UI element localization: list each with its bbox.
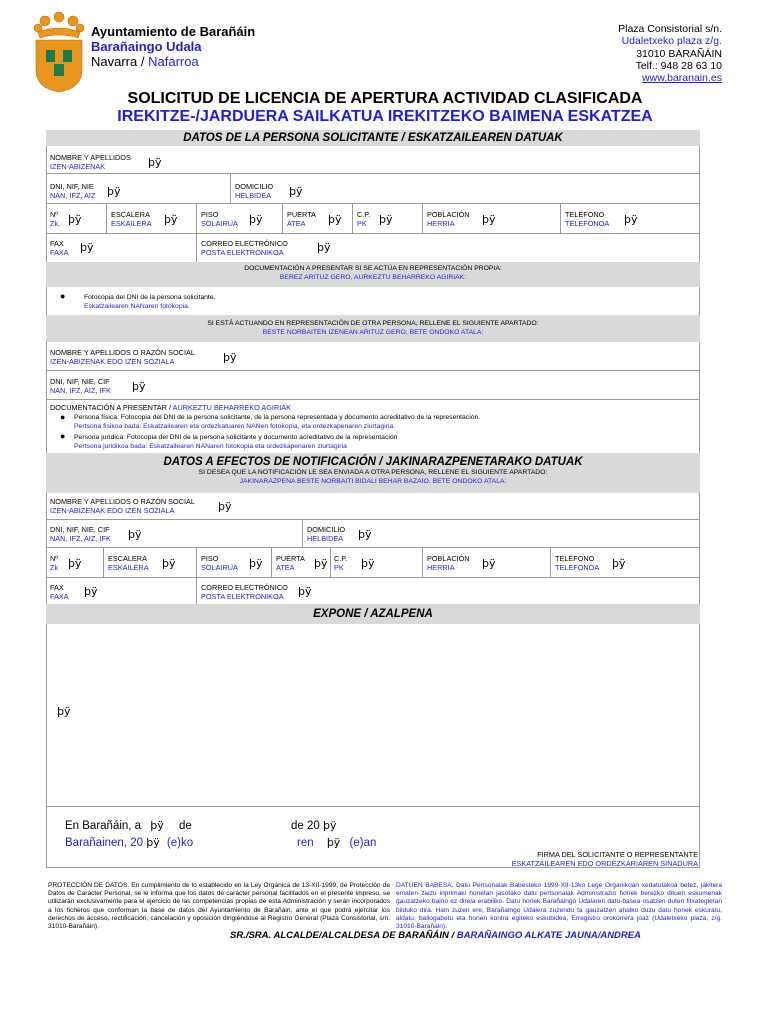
rep-doc-fisica [74, 414, 480, 431]
label-notif-escalera-es: ESCALERA [108, 554, 147, 563]
signature-caption-eu: ESKATZAILEAREN EDO ORDEZKARIAREN SINADURA [511, 859, 698, 868]
label-cp-eu: PK [357, 219, 367, 228]
addressee-es: SR./SRA. ALCALDE/ALCALDESA DE BARAÑÁIN [230, 930, 449, 941]
sign-year-field[interactable]: þÿ [322, 819, 337, 832]
label-dni-eu: NAN, IFZ, AIZ [50, 191, 96, 200]
label-telefono-es: TELÉFONO [565, 210, 605, 219]
bullet-icon: ● [60, 412, 66, 422]
applicant-address-field[interactable]: þÿ [289, 185, 303, 198]
label-domicilio [235, 182, 273, 200]
sign-de: de [179, 820, 192, 832]
applicant-town-field[interactable]: þÿ [482, 213, 496, 226]
org-name-es: Ayuntamiento de Barañáin [91, 24, 256, 39]
label-poblacion-eu: HERRIA [427, 219, 455, 228]
label-poblacion-es: POBLACIÓN [427, 210, 470, 219]
notif-town-field[interactable]: þÿ [482, 557, 496, 570]
signature-caption [512, 850, 698, 868]
sign-place-eu: Barañainen, 20 [65, 837, 144, 849]
sign-line-es [65, 819, 192, 832]
applicant-postcode-field[interactable]: þÿ [379, 213, 393, 226]
label-notif-email-eu: POSTA ELEKTRONIKOA [201, 592, 284, 601]
addressee [230, 930, 641, 941]
label-puerta [287, 210, 316, 228]
label-notif-name-es: NOMBRE Y APELLIDOS O RAZÓN SOCIAL [50, 497, 195, 506]
section-notification-title: DATOS A EFECTOS DE NOTIFICACIÓN / JAKINARAZPENETARAKO DATUAK [163, 456, 583, 468]
label-puerta-eu: ATEA [287, 219, 306, 228]
notif-email-field[interactable]: þÿ [298, 585, 312, 598]
label-notif-fax-es: FAX [50, 583, 64, 592]
sign-month-eu [297, 836, 376, 849]
rep-doc-juridica-es: Persona jurídica: Fotocopia del DNI de la persona solicitante y documento acreditativo de la representación [74, 434, 398, 441]
label-notif-telefono [555, 554, 599, 572]
label-rep-dni [50, 377, 111, 395]
label-rep-dni-eu: NAN, IFZ, AIZ, IFK [50, 386, 111, 395]
region-line [91, 54, 199, 69]
phone: Telf.: 948 28 63 10 [635, 59, 722, 72]
rep-doc-fisica-eu: Pertsona fisikoa bada: Eskatzailearen eta ordezkatuaren NANen fotokopia, eta ordezkapenaren ziurtagiria. [74, 422, 396, 430]
label-piso-es: PISO [201, 210, 219, 219]
label-piso-eu: SOLAIRUA [201, 219, 238, 228]
section-expone-title: EXPONE / AZALPENA [313, 608, 433, 620]
label-notif-dni [50, 525, 111, 543]
label-name-eu: IZEN-ABIZENAK [50, 162, 106, 171]
label-fax-es: FAX [50, 239, 64, 248]
addressee-eu: BARAÑAINGO ALKATE JAUNA/ANDREA [456, 930, 641, 941]
label-notif-fax-eu: FAXA [50, 592, 69, 601]
applicant-floor-field[interactable]: þÿ [249, 213, 263, 226]
label-notif-domicilio-es: DOMICILIO [307, 525, 346, 534]
label-notif-poblacion [427, 554, 470, 572]
label-notif-dni-es: DNI, NIF, NIE, CIF [50, 525, 110, 534]
label-notif-piso-eu: SOLAIRUA [201, 563, 238, 572]
notif-phone-field[interactable]: þÿ [612, 557, 626, 570]
label-fax-eu: FAXA [50, 248, 69, 257]
label-notif-telefono-eu: TELEFONOA [555, 563, 600, 572]
page-title-eu: IREKITZE-/JARDUERA SAILKATUA IREKITZEKO BAIMENA ESKATZEA [117, 108, 653, 125]
sign-place-es: En Barañáin, a [65, 820, 142, 832]
label-dni-es: DNI, NIF, NIE [50, 182, 94, 191]
label-notif-piso [201, 554, 238, 572]
label-email-eu: POSTA ELEKTRONIKOA [201, 248, 284, 257]
label-notif-fax [50, 583, 69, 601]
label-numero [50, 210, 60, 228]
rep-dni-field[interactable]: þÿ [132, 380, 146, 393]
applicant-dni-field[interactable]: þÿ [107, 185, 121, 198]
label-notif-escalera-eu: ESKAILERA [108, 563, 149, 572]
rep-doc-juridica [74, 434, 397, 451]
doc-own-item-es: Fotocopia del DNI de la persona solicitante. [84, 294, 216, 301]
signature-caption-es: FIRMA DEL SOLICITANTE O REPRESENTANTE [537, 850, 698, 859]
notif-door-field[interactable]: þÿ [314, 557, 328, 570]
notif-dni-field[interactable]: þÿ [128, 528, 142, 541]
label-domicilio-eu: HELBIDEA [235, 191, 272, 200]
address-eu: Udaletxeko plaza z/g. [621, 35, 722, 48]
doc-own-item-eu: Eskatzailearen NANaren fotokopia. [84, 302, 190, 310]
sign-year-es [291, 819, 336, 832]
label-cp [357, 210, 370, 228]
label-fax [50, 239, 69, 257]
label-domicilio-es: DOMICILIO [235, 182, 274, 191]
address-block [618, 23, 722, 84]
representative-banner [46, 315, 700, 342]
rep-doc-title-eu: AURKEZTU BEHARREKO AGIRIAK [172, 403, 291, 412]
sign-eko: (e)ko [166, 837, 194, 849]
label-rep-dni-es: DNI, NIF, NIE, CIF [50, 377, 110, 386]
label-notif-domicilio [307, 525, 345, 543]
region-eu: Nafarroa [148, 54, 199, 69]
region-es: Navarra [91, 54, 138, 69]
sign-de20: de 20 [291, 820, 320, 832]
label-dni [50, 182, 95, 200]
section-notification-header [46, 453, 700, 493]
label-notif-telefono-es: TELÉFONO [555, 554, 595, 563]
label-escalera-es: ESCALERA [111, 210, 150, 219]
label-cp-es: C.P. [357, 210, 371, 219]
applicant-stair-field[interactable]: þÿ [164, 213, 178, 226]
doc-own-es: DOCUMENTACIÓN A PRESENTAR SI SE ACTÚA EN REPRESENTACIÓN PROPIA: [244, 265, 502, 272]
label-notif-numero [50, 554, 58, 572]
label-numero-es: Nº [50, 210, 58, 219]
rep-doc-title-es: DOCUMENTACIÓN A PRESENTAR [50, 403, 167, 412]
expone-textarea[interactable]: þÿ [57, 705, 71, 718]
applicant-name-field[interactable]: þÿ [148, 156, 162, 169]
label-rep-name-eu: IZEN-ABIZENAK EDO IZEN SOZIALA [50, 357, 175, 366]
region-sep: / [140, 54, 145, 69]
section-expone-header [46, 604, 700, 624]
label-notif-numero-es: Nº [50, 554, 58, 563]
rep-doc-fisica-es: Persona física: Fotocopia del DNI de la persona solicitante, de la persona representada y documento acreditativo de la representación. [74, 414, 481, 421]
notif-name-field[interactable]: þÿ [218, 500, 232, 513]
privacy-es: PROTECCIÓN DE DATOS. En cumplimiento de lo establecido en la Ley Orgánica de 13-XII-1999, de Protección de Datos de Carácter Personal, se le informa que los datos de carácter personal facilitados en el presente impreso, se utilizarán exclusivamente para el ejercicio de las competencias propias de esta Administración y serán incorporados a los ficheros que conforman la base de datos del Ayuntamiento de Barañáin, ante el que podrá ejercitar los derechos de acceso, rectificación, cancelación y oposición dirigiéndose al Registro General (Plaza Consistorial, s/n. 31010-Barañáin). [48, 882, 390, 931]
label-numero-eu: Zk. [50, 219, 61, 228]
label-notif-puerta-eu: ATEA [276, 563, 295, 572]
applicant-door-field[interactable]: þÿ [328, 213, 342, 226]
applicant-email-field[interactable]: þÿ [317, 241, 331, 254]
label-notif-domicilio-eu: HELBIDEA [307, 534, 344, 543]
notif-number-field[interactable]: þÿ [68, 557, 82, 570]
label-telefono-eu: TELEFONOA [565, 219, 610, 228]
label-puerta-es: PUERTA [287, 210, 316, 219]
notif-stair-field[interactable]: þÿ [162, 557, 176, 570]
sign-month-eu-field[interactable]: þÿ [326, 836, 341, 849]
label-piso [201, 210, 238, 228]
section-applicant-header [46, 130, 700, 146]
label-notif-cp-es: C.P. [334, 554, 348, 563]
doc-own-item [84, 294, 215, 311]
notif-floor-field[interactable]: þÿ [249, 557, 263, 570]
label-notif-name-eu: IZEN-ABIZENAK EDO IZEN SOZIALA [50, 506, 175, 515]
page-title-es: SOLICITUD DE LICENCIA DE APERTURA ACTIVIDAD CLASIFICADA [127, 90, 643, 107]
municipal-crest [30, 12, 88, 94]
sign-line-eu [65, 836, 193, 849]
label-email [201, 239, 288, 257]
notif-fax-field[interactable]: þÿ [84, 585, 98, 598]
label-notif-name [50, 497, 195, 515]
label-notif-poblacion-eu: HERRIA [427, 563, 455, 572]
label-notif-email-es: CORREO ELECTRÓNICO [201, 583, 288, 592]
address-es: Plaza Consistorial s/n. [618, 23, 722, 35]
applicant-fax-field[interactable]: þÿ [80, 241, 94, 254]
label-poblacion [427, 210, 470, 228]
applicant-number-field[interactable]: þÿ [68, 213, 82, 226]
sign-ren: ren [297, 837, 314, 849]
label-rep-name [50, 348, 195, 366]
label-notif-poblacion-es: POBLACIÓN [427, 554, 470, 563]
label-notif-cp [334, 554, 347, 572]
label-rep-name-es: NOMBRE Y APELLIDOS O RAZÓN SOCIAL [50, 348, 195, 357]
representative-banner-es: SI ESTÁ ACTUANDO EN REPRESENTACIÓN DE OTRA PERSONA, RELLENE EL SIGUIENTE APARTADO: [207, 320, 539, 327]
label-notif-numero-eu: Zk [50, 563, 59, 572]
label-notif-cp-eu: PK [334, 563, 344, 572]
section-applicant-title: DATOS DE LA PERSONA SOLICITANTE / ESKATZAILEAREN DATUAK [183, 132, 563, 144]
rep-doc-title-sep: / [168, 403, 171, 412]
label-email-es: CORREO ELECTRÓNICO [201, 239, 288, 248]
label-escalera [111, 210, 152, 228]
notification-sub-es: SI DESEA QUE LA NOTIFICACIÓN LE SEA ENVIADA A OTRA PERSONA, RELLENE EL SIGUIENTE APARTADO: [198, 469, 548, 476]
label-name [50, 153, 131, 171]
sign-day-field[interactable]: þÿ [150, 819, 164, 832]
addressee-sep: / [451, 930, 455, 941]
representative-banner-eu: BESTE NORBAITEN IZENEAN ARITUZ GERO, BETE ONDOKO ATALA: [262, 328, 484, 336]
website-link[interactable]: www.baranain.es [642, 72, 722, 85]
sign-year-eu-field[interactable]: þÿ [146, 836, 160, 849]
rep-doc-juridica-eu: Pertsona juridikoa bada: Eskatzailearen NANaren fotokopia eta ordezkapenaren ziurtagiria [74, 442, 347, 450]
label-notif-escalera [108, 554, 149, 572]
label-notif-piso-es: PISO [201, 554, 219, 563]
org-name-eu: Barañaingo Udala [91, 39, 202, 54]
doc-own-banner [46, 262, 700, 287]
notif-postcode-field[interactable]: þÿ [361, 557, 375, 570]
label-name-es: NOMBRE Y APELLIDOS [50, 153, 131, 162]
label-notif-dni-eu: NAN, IFZ, AIZ, IFK [50, 534, 111, 543]
rep-name-field[interactable]: þÿ [223, 351, 237, 364]
doc-own-eu: BEREZ ARITUZ GERO, AURKEZTU BEHARREKO AGIRIAK: [279, 273, 467, 281]
privacy-eu: DATUEN BABESA. Datu Pertsonalak Babesteko 1999-XII-13ko Lege Organikoan xedatutakoa betez, jakitera ematen zaizu inprimaki honetan jasotako datu pertsonalak Administrazio honek berezko dituen eskumenak gauzatzeko baino ez direla erabiliko. Datu horiek Barañaingo Udalaren datu-basea osatzen duten fitxategietan bilduko dira. Hain zuzen ere, Barañaingo Udalera zuzendu ta gauzatzen ahalko duzu datu horiek eskuratu, aldatu, baliogabetu eta horien kontra egiteko eskubidea, Erregistro orokorrera joaz (Udaletxeko plaza, z/g. 31010-Barañain). [396, 882, 722, 931]
notification-sub-eu: JAKINARAZPENA BESTE NORBAITI BIDALI BEHAR BAZAIO, BETE ONDOKO ATALA: [239, 477, 507, 485]
label-telefono [565, 210, 609, 228]
label-notif-email [201, 583, 288, 601]
label-notif-puerta [276, 554, 305, 572]
postal-city: 31010 BARAÑÁIN [636, 47, 722, 60]
applicant-phone-field[interactable]: þÿ [624, 213, 638, 226]
bullet-icon: ● [60, 431, 66, 441]
bullet-icon: ● [60, 291, 66, 301]
label-notif-puerta-es: PUERTA [276, 554, 305, 563]
rep-doc-title [50, 403, 291, 412]
label-escalera-eu: ESKAILERA [111, 219, 152, 228]
notif-address-field[interactable]: þÿ [358, 528, 372, 541]
sign-ean: (e)an [349, 837, 377, 849]
